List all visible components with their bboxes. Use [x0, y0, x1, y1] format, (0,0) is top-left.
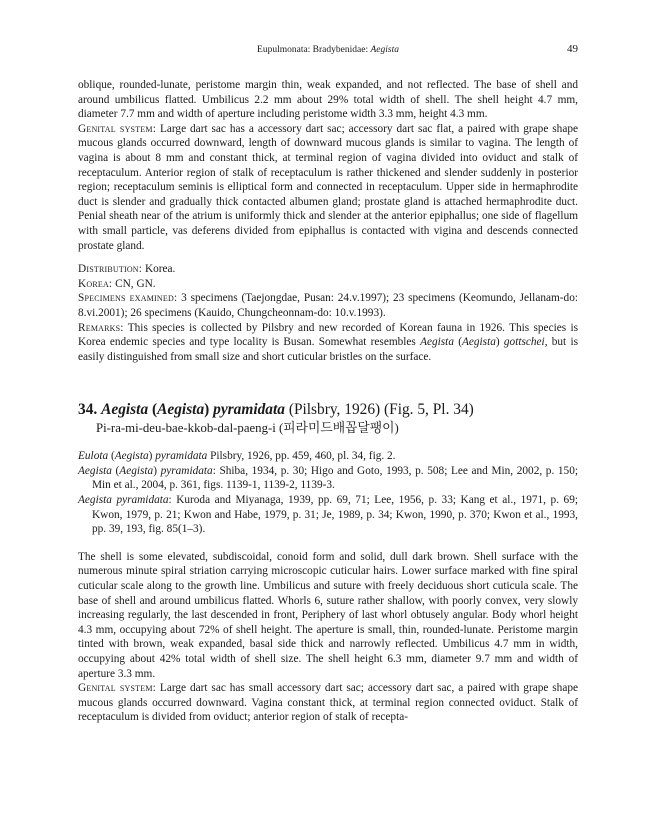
synonym-entry: Aegista (Aegista) pyramidata: Shiba, 1934, p. 30; Higo and Goto, 1993, p. 508; Lee and Min, 2002, p. 150; Min et al., 2004, p. 361, figs. 1139-1, 1139-2, 1139-3.: [78, 464, 578, 492]
description-paragraph: The shell is some elevated, subdiscoidal, conoid form and solid, dull dark brown. Shell surface with the numerous minute spiral striation carrying microscopic cuticular hairs. Lower surface marked with fine spiral cuticular scale along to the growth line. Umbilicus and suture with freely deciduous short cuticula scale. The base of shell and around umbilicus flatted. Whorls 6, suture rather shallow, with poorly convex, very slowly increasing regularly, the last descended in front, Periphery of last whorl obtusely angular. Body whorl height 4.3 mm, occupying about 72% of shell height. The aperture is small, thin, rounded-lunate. Peristome margin tinted with brown, weak expanded, basal side thick and narrowly reflected. Umbilicus 4.7 mm in width, occupying about 42% total width of shell size. The shell height 6.3 mm, diameter 9.7 mm and width of aperture 3.3 mm.: [78, 550, 578, 680]
section-label: Remarks:: [78, 321, 124, 334]
korea-paragraph: Korea: CN, GN.: [78, 277, 156, 290]
specimens-paragraph: Specimens examined: 3 specimens (Taejongdae, Pusan: 24.v.1997); 23 specimens (Keomundo, Jellanam-do: 8.vi.2001); 26 specimens (Kauido, Chungcheonnam-do: 10.v.1993).: [78, 292, 578, 319]
remarks-paragraph: Remarks: This species is collected by Pilsbry and new recorded of Korean fauna in 1926. This species is Korea endemic species and type locality is Busan. Somewhat resembles Aegista (Aegista) gottschei, but is easily distinguished from small size and short cuticular bristles on the surface.: [78, 321, 578, 363]
section-label: Genital system:: [78, 122, 157, 135]
distribution-paragraph: Distribution: Korea.: [78, 263, 176, 276]
page-header: [78, 43, 578, 59]
page-body: [78, 78, 578, 725]
page-number: 49: [567, 43, 578, 55]
section-label: Distribution:: [78, 263, 143, 276]
running-head: Eupulmonata: Bradybenidae: Aegista: [257, 45, 399, 55]
species-heading: 34. Aegista (Aegista) pyramidata (Pilsbry, 1926) (Fig. 5, Pl. 34): [78, 401, 474, 419]
synonymy-list: [78, 449, 578, 537]
synonym-entry: Eulota (Aegista) pyramidata Pilsbry, 1926, pp. 459, 460, pl. 34, fig. 2.: [78, 450, 396, 463]
spacer: [78, 364, 578, 400]
section-label: Korea:: [78, 277, 113, 290]
korean-name: Pi-ra-mi-deu-bae-kkob-dal-paeng-i (피라미드배꼽달팽이): [96, 421, 399, 436]
synonym-entry: Aegista pyramidata: Kuroda and Miyanaga, 1939, pp. 69, 71; Lee, 1956, p. 33; Kang et al., 1971, p. 69; Kwon, 1979, p. 21; Kwon and Habe, 1979, p. 31; Je, 1989, p. 34; Kwon, 1990, p. 370; Kwon et al., 1993, pp. 39, 193, fig. 85(1–3).: [78, 494, 578, 536]
section-label: Genital system:: [78, 682, 157, 695]
genital-system-paragraph-2: Genital system: Large dart sac has small accessory dart sac; accessory dart sac, a paired with grape shape mucous glands occurred downward. Vagina constant thick, at terminal region connected oviduct. Stalk of receptaculum is divided from oviduct; anterior region of stalk of recepta-: [78, 682, 579, 724]
genital-system-paragraph: Genital system: Large dart sac has a accessory dart sac; accessory dart sac flat, a paired with grape shape mucous glands occurred downward, length of downward mucous glands is similar to vagina. The length of vagina is about 8 mm and constant thick, at terminal region of vagina divided into oviduct and stalk of receptaculum. Anterior region of stalk of receptaculum is rather thickened and slender suddenly in posterior region; receptaculum seminis is elliptical form and connected in receptaculum. Upper side in hermaphrodite duct is slender and gradually thick contacted albumen gland; prostate gland is attached hermaphrodite duct. Penial sheath near of the atrium is uniformly thick and slender at the anterior epiphallus; one side of flagellum with small particle, vas deferens divided from epiphallus is contacted with vigina and descends connected prostate gland.: [78, 122, 578, 252]
section-label: Specimens examined:: [78, 292, 178, 305]
species-author: (Pilsbry, 1926) (Fig. 5, Pl. 34): [284, 401, 474, 419]
spacer: [78, 253, 578, 262]
continued-paragraph: oblique, rounded-lunate, peristome margin thin, weak expanded, and not reflected. The base of shell and around umbilicus flatted. Umbilicus 2.2 mm about 29% total width of shell. The shell height 4.7 mm, diameter 7.7 mm and width of aperture including peristome width 3.3 mm, height 4.3 mm.: [78, 79, 578, 121]
species-number: 34.: [78, 401, 98, 419]
